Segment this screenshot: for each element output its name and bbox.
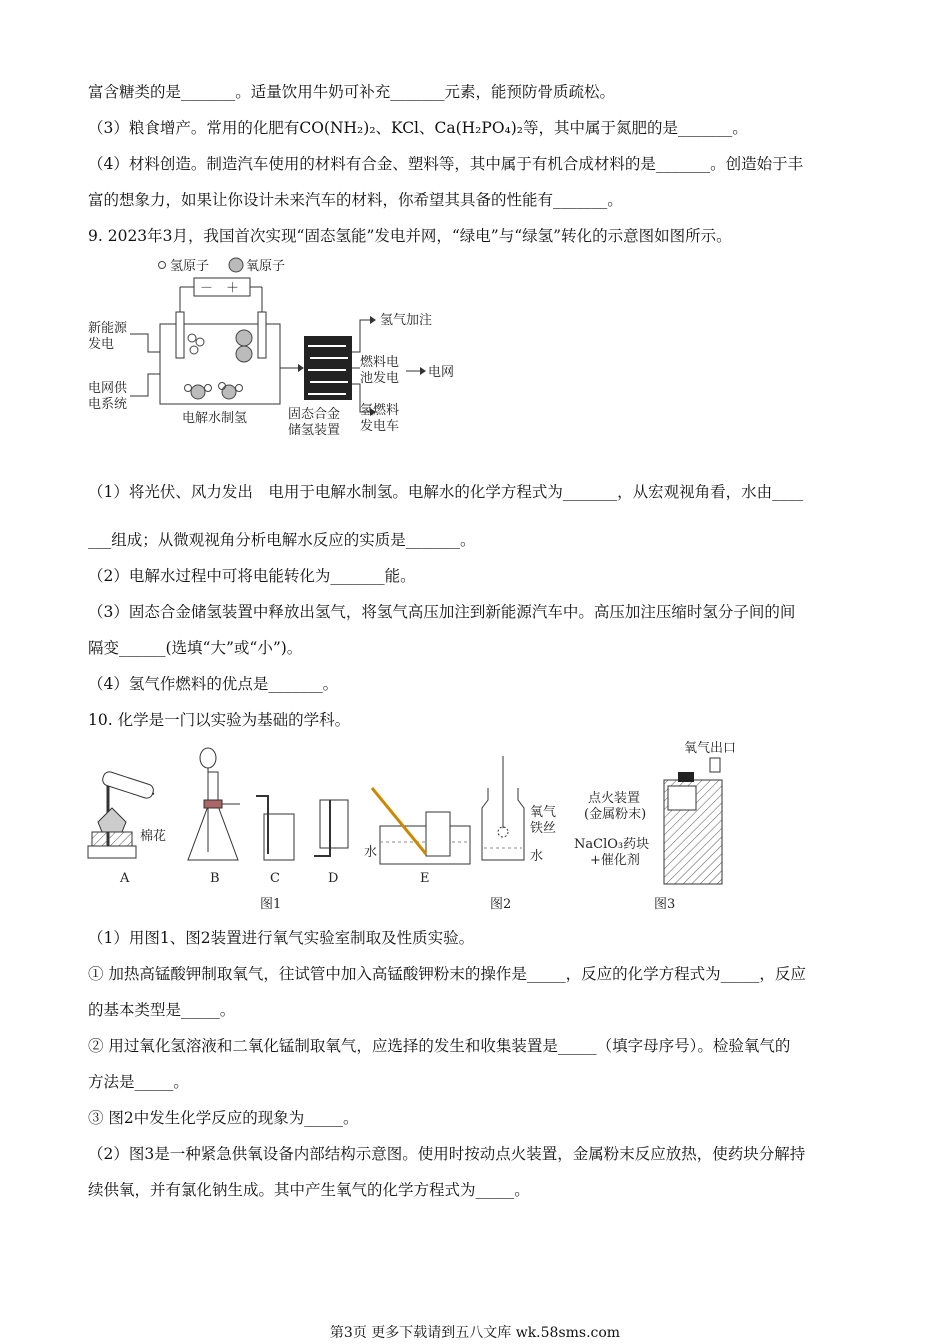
- svg-text:图1: 图1: [260, 897, 282, 912]
- svg-text:氢原子: 氢原子: [170, 259, 210, 274]
- text-line: （2）图3是一种紧急供氧设备内部结构示意图。使用时按动点火装置，金属粉末反应放热，使药块分解持: [88, 1145, 806, 1163]
- svg-text:棉花: 棉花: [140, 829, 167, 844]
- text-line: 续供氧，并有氯化钠生成。其中产生氧气的化学方程式为_____。: [88, 1181, 530, 1199]
- question-9-title: 9. 2023年3月，我国首次实现“固态氢能”发电并网，“绿电”与“绿氢”转化的示意图如图所示。: [88, 227, 732, 245]
- svg-text:电网供: 电网供: [88, 381, 128, 396]
- svg-text:+催化剂: +催化剂: [590, 853, 640, 868]
- question-10-title: 10. 化学是一门以实验为基础的学科。: [88, 711, 351, 729]
- text-line: （3）固态合金储氢装置中释放出氢气，将氢气高压加注到新能源汽车中。高压加注压缩时氢分子间的间: [88, 603, 796, 621]
- svg-text:铁丝: 铁丝: [530, 821, 557, 836]
- svg-text:NaClO₃药块: NaClO₃药块: [574, 837, 650, 852]
- svg-text:池发电: 池发电: [360, 371, 400, 386]
- svg-text:新能源: 新能源: [88, 321, 128, 336]
- svg-text:C: C: [270, 871, 280, 886]
- text-line: （3）粮食增产。常用的化肥有CO(NH₂)₂、KCl、Ca(H₂PO₄)₂等，其中属于氮肥的是_______。: [88, 119, 748, 137]
- svg-text:电解水制氢: 电解水制氢: [182, 411, 248, 426]
- svg-text:水: 水: [364, 845, 378, 860]
- hydrogen-energy-diagram: [84, 252, 484, 442]
- page-footer: 第3页 更多下载请到五八文库 wk.58sms.com: [329, 1325, 621, 1341]
- svg-text:氧气: 氧气: [530, 805, 557, 820]
- text-line: 隔变______(选填“大”或“小”)。: [88, 639, 303, 657]
- svg-text:发电: 发电: [88, 337, 115, 352]
- text-line: 富含糖类的是_______。适量饮用牛奶可补充_______元素，能预防骨质疏松。: [88, 83, 616, 101]
- svg-text:电网: 电网: [428, 365, 455, 380]
- svg-text:E: E: [420, 871, 430, 886]
- svg-text:B: B: [210, 871, 220, 886]
- text-line: ③ 图2中发生化学反应的现象为_____。: [88, 1109, 359, 1127]
- svg-text:氧原子: 氧原子: [246, 259, 286, 274]
- svg-text:氧气出口: 氧气出口: [684, 741, 737, 756]
- text-line: 方法是_____。: [88, 1073, 189, 1091]
- svg-text:电系统: 电系统: [88, 397, 128, 412]
- text-line: ① 加热高锰酸钾制取氧气，往试管中加入高锰酸钾粉末的操作是_____，反应的化学方程式为_____，反应: [88, 965, 806, 983]
- svg-text:点火装置: 点火装置: [588, 791, 641, 806]
- svg-text:发电车: 发电车: [360, 419, 400, 434]
- svg-text:燃料电: 燃料电: [360, 355, 400, 370]
- text-line: （1）将光伏、风力发出 电用于电解水制氢。电解水的化学方程式为_______，从宏观视角看，水由____: [88, 483, 804, 501]
- text-line: ② 用过氧化氢溶液和二氧化锰制取氧气，应选择的发生和收集装置是_____（填字母序号）。检验氧气的: [88, 1037, 791, 1055]
- svg-text:图3: 图3: [654, 897, 676, 912]
- text-line: 富的想象力，如果让你设计未来汽车的材料，你希望其具备的性能有_______。: [88, 191, 623, 209]
- text-line: 的基本类型是_____。: [88, 1001, 236, 1019]
- svg-text:储氢装置: 储氢装置: [288, 423, 341, 438]
- svg-text:(金属粉末): (金属粉末): [584, 807, 647, 822]
- text-line: （4）氢气作燃料的优点是_______。: [88, 675, 339, 693]
- text-line: （2）电解水过程中可将电能转化为_______能。: [88, 567, 416, 585]
- svg-text:水: 水: [530, 849, 544, 864]
- svg-text:氢气加注: 氢气加注: [380, 313, 433, 328]
- svg-text:固态合金: 固态合金: [288, 407, 341, 422]
- svg-text:图2: 图2: [490, 897, 512, 912]
- oxygen-apparatus-figure: [84, 736, 784, 916]
- text-line: （4）材料创造。制造汽车使用的材料有合金、塑料等，其中属于有机合成材料的是_______。创造始于丰: [88, 155, 804, 173]
- text-line: ___组成；从微观视角分析电解水反应的实质是_______。: [88, 531, 476, 549]
- svg-text:－ ＋: － ＋: [200, 281, 240, 296]
- svg-text:D: D: [328, 871, 339, 886]
- svg-text:氢燃料: 氢燃料: [360, 403, 400, 418]
- svg-text:A: A: [120, 871, 130, 886]
- text-line: （1）用图1、图2装置进行氧气实验室制取及性质实验。: [88, 929, 475, 947]
